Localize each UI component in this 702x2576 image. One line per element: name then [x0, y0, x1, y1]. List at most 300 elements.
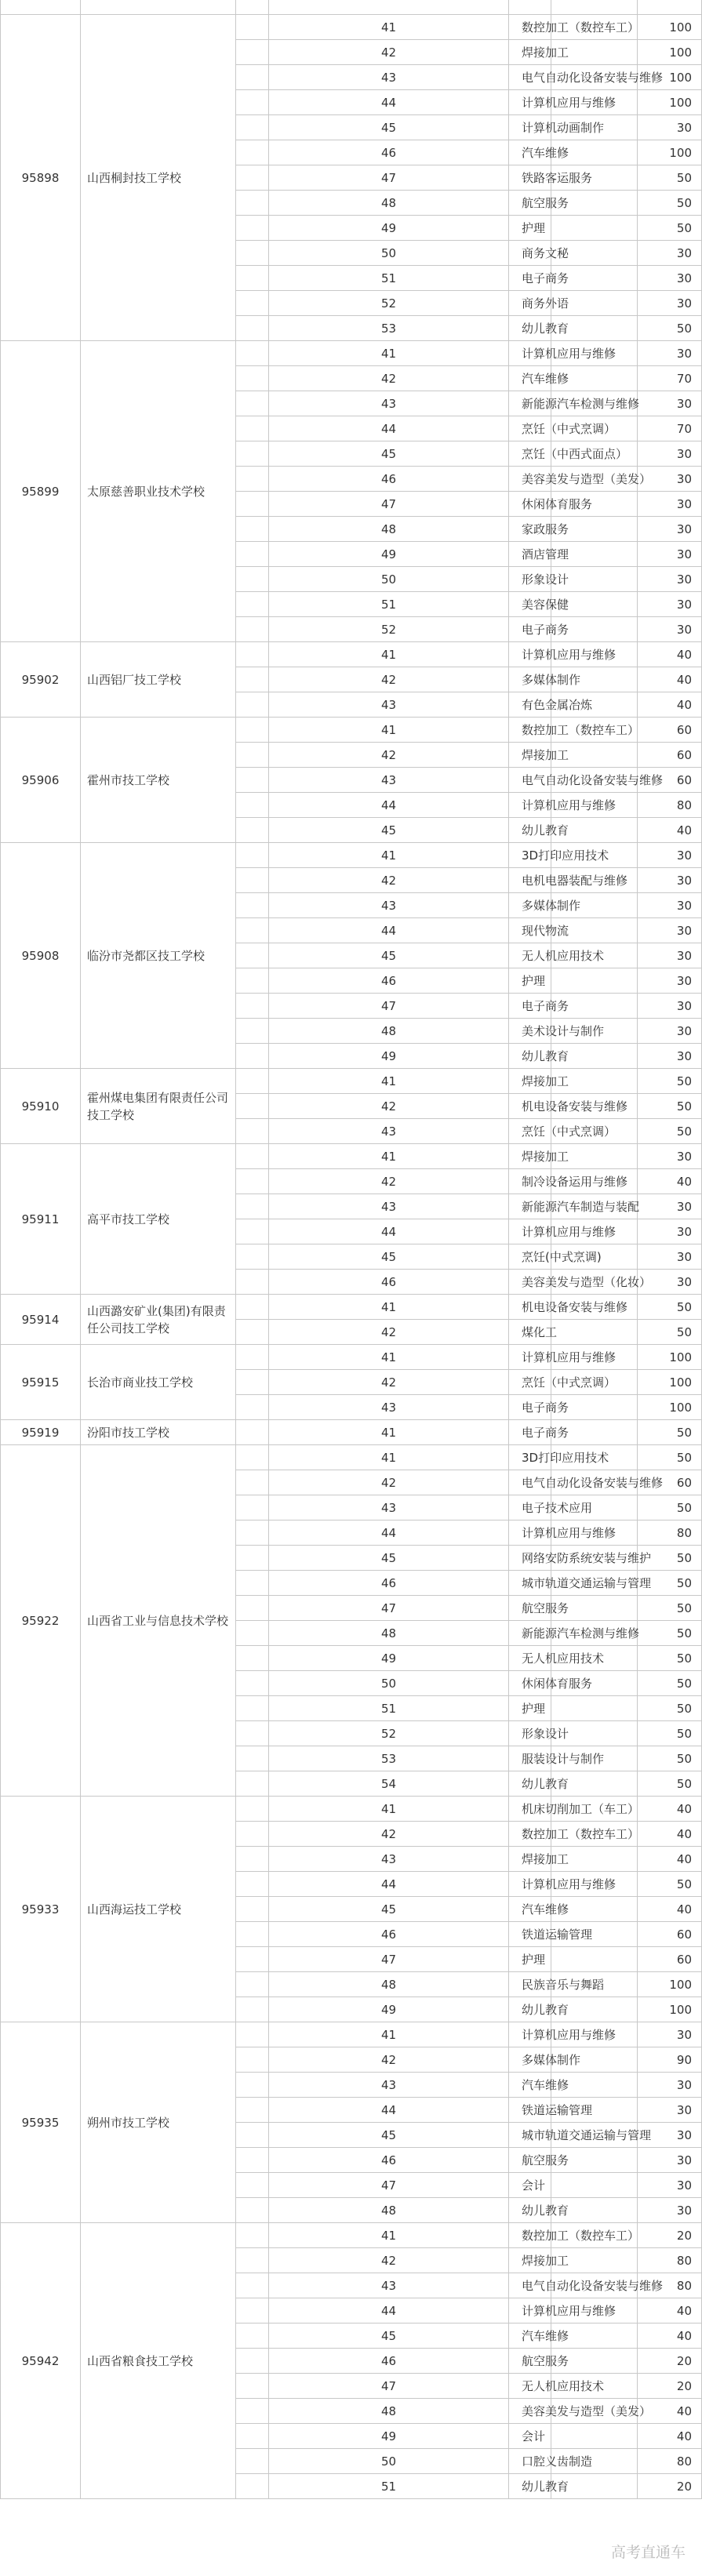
major-name: 焊接加工 [509, 1847, 551, 1872]
blank-cell [236, 1696, 269, 1721]
major-name: 计算机应用与维修 [509, 1521, 551, 1546]
major-name: 烹饪（中西式面点） [509, 441, 551, 467]
enrollment-count: 30 [638, 868, 702, 893]
school-name: 高平市技工学校 [81, 1144, 236, 1295]
major-name: 城市轨道交通运输与管理 [509, 2123, 551, 2148]
enrollment-count: 30 [638, 341, 702, 366]
major-name: 形象设计 [509, 567, 551, 592]
school-code: 95899 [1, 341, 81, 642]
enrollment-count: 30 [638, 291, 702, 316]
major-name: 美术设计与制作 [509, 1019, 551, 1044]
major-number: 44 [269, 2098, 509, 2123]
major-number: 48 [269, 1621, 509, 1646]
major-name: 城市轨道交通运输与管理 [509, 1571, 551, 1596]
table-row [1, 1144, 702, 1169]
major-number: 45 [269, 1546, 509, 1571]
enrollment-count: 50 [638, 216, 702, 241]
blank-cell [236, 65, 269, 90]
major-number: 50 [269, 241, 509, 266]
major-number: 43 [269, 768, 509, 793]
major-number: 47 [269, 165, 509, 191]
blank-cell [236, 15, 269, 40]
major-number: 43 [269, 1847, 509, 1872]
major-number: 47 [269, 994, 509, 1019]
enrollment-count: 40 [638, 1169, 702, 1194]
major-name: 护理 [509, 968, 551, 994]
blank-cell [551, 1320, 638, 1345]
enrollment-count: 30 [638, 893, 702, 918]
major-number: 47 [269, 2173, 509, 2198]
major-number: 43 [269, 893, 509, 918]
enrollment-count: 30 [638, 2098, 702, 2123]
enrollment-count: 30 [638, 592, 702, 617]
major-number: 42 [269, 1470, 509, 1495]
enrollment-count: 30 [638, 1244, 702, 1270]
enrollment-count: 30 [638, 2022, 702, 2047]
major-name: 计算机应用与维修 [509, 90, 551, 115]
blank-cell [236, 2374, 269, 2399]
enrollment-count: 30 [638, 542, 702, 567]
enrollment-count: 50 [638, 1094, 702, 1119]
major-number: 45 [269, 115, 509, 140]
blank-cell [236, 1847, 269, 1872]
major-number: 46 [269, 140, 509, 165]
table-row [1, 1295, 702, 1320]
major-number: 45 [269, 441, 509, 467]
major-name: 航空服务 [509, 191, 551, 216]
blank-cell [236, 1119, 269, 1144]
blank-cell [236, 793, 269, 818]
major-name: 数控加工（数控车工） [509, 1822, 551, 1847]
blank-cell [236, 216, 269, 241]
blank-cell [236, 1069, 269, 1094]
blank-cell [236, 1044, 269, 1069]
major-number: 41 [269, 843, 509, 868]
blank-cell [236, 1621, 269, 1646]
school-name: 霍州煤电集团有限责任公司技工学校 [81, 1069, 236, 1144]
school-code: 95919 [1, 1420, 81, 1445]
enrollment-count: 100 [638, 90, 702, 115]
major-name: 计算机应用与维修 [509, 793, 551, 818]
blank-cell [236, 1094, 269, 1119]
major-number: 44 [269, 416, 509, 441]
major-number: 41 [269, 341, 509, 366]
blank-cell [236, 1822, 269, 1847]
major-number: 53 [269, 316, 509, 341]
enrollment-count: 60 [638, 768, 702, 793]
major-number: 45 [269, 943, 509, 968]
major-number: 48 [269, 2198, 509, 2223]
blank-cell [236, 2449, 269, 2474]
blank-cell [551, 2173, 638, 2198]
enrollment-count: 50 [638, 1495, 702, 1521]
blank-cell [236, 1420, 269, 1445]
blank-cell [236, 1997, 269, 2022]
major-name: 网络安防系统安装与维护 [509, 1546, 551, 1571]
major-number: 41 [269, 2223, 509, 2248]
major-number: 46 [269, 1270, 509, 1295]
major-number: 43 [269, 391, 509, 416]
major-number: 48 [269, 517, 509, 542]
blank-cell [236, 743, 269, 768]
blank-cell [236, 2022, 269, 2047]
major-name: 商务文秘 [509, 241, 551, 266]
enrollment-count: 60 [638, 718, 702, 743]
major-name: 计算机应用与维修 [509, 2298, 551, 2323]
major-number: 47 [269, 1596, 509, 1621]
enrollment-count: 50 [638, 1445, 702, 1470]
major-number [269, 0, 509, 15]
school-code: 95915 [1, 1345, 81, 1420]
blank-cell [236, 1797, 269, 1822]
major-name: 汽车维修 [509, 1897, 551, 1922]
major-name: 3D打印应用技术 [509, 1445, 551, 1470]
blank-cell [236, 2198, 269, 2223]
major-name: 数控加工（数控车工） [509, 2223, 551, 2248]
major-name: 电子商务 [509, 617, 551, 642]
enrollment-count: 30 [638, 617, 702, 642]
blank-cell [236, 2474, 269, 2499]
major-name: 幼儿教育 [509, 1771, 551, 1797]
major-number: 50 [269, 2449, 509, 2474]
school-code: 95922 [1, 1445, 81, 1797]
blank-cell [236, 1721, 269, 1746]
blank-cell [236, 366, 269, 391]
school-code: 95902 [1, 642, 81, 718]
enrollment-count: 50 [638, 1596, 702, 1621]
enrollment-count: 80 [638, 793, 702, 818]
school-code: 95910 [1, 1069, 81, 1144]
blank-cell [236, 266, 269, 291]
blank-cell [236, 2273, 269, 2298]
blank-cell [236, 2123, 269, 2148]
enrollment-count: 80 [638, 1521, 702, 1546]
school-name: 山西铝厂技工学校 [81, 642, 236, 718]
major-number: 46 [269, 467, 509, 492]
blank-cell [236, 191, 269, 216]
enrollment-count: 50 [638, 1295, 702, 1320]
enrollment-count: 30 [638, 1270, 702, 1295]
major-name: 商务外语 [509, 291, 551, 316]
major-name: 幼儿教育 [509, 818, 551, 843]
blank-cell [236, 1972, 269, 1997]
blank-cell [236, 1295, 269, 1320]
school-code: 95908 [1, 843, 81, 1069]
table-row [1, 2223, 702, 2248]
major-number: 41 [269, 1069, 509, 1094]
major-name: 美容保健 [509, 592, 551, 617]
major-name: 服装设计与制作 [509, 1746, 551, 1771]
enrollment-count: 30 [638, 2123, 702, 2148]
major-number: 42 [269, 1370, 509, 1395]
major-name: 多媒体制作 [509, 893, 551, 918]
blank-cell [236, 768, 269, 793]
major-number: 52 [269, 1721, 509, 1746]
major-number: 42 [269, 667, 509, 692]
enrollment-count: 40 [638, 2399, 702, 2424]
major-number: 51 [269, 1696, 509, 1721]
major-number: 51 [269, 592, 509, 617]
blank-cell [236, 1019, 269, 1044]
table-row [1, 1445, 702, 1470]
blank-cell [236, 341, 269, 366]
enrollment-count: 100 [638, 1972, 702, 1997]
major-number: 46 [269, 2349, 509, 2374]
major-number: 49 [269, 1044, 509, 1069]
enrollment-count: 20 [638, 2374, 702, 2399]
blank-cell [236, 1345, 269, 1370]
blank-cell [236, 2424, 269, 2449]
major-number: 44 [269, 1872, 509, 1897]
major-name: 民族音乐与舞蹈 [509, 1972, 551, 1997]
enrollment-count: 20 [638, 2349, 702, 2374]
blank-cell [236, 843, 269, 868]
blank-cell [236, 1495, 269, 1521]
major-name: 制冷设备运用与维修 [509, 1169, 551, 1194]
school-name: 山西海运技工学校 [81, 1797, 236, 2022]
blank-cell [236, 2223, 269, 2248]
major-name: 电子商务 [509, 1420, 551, 1445]
enrollment-count: 30 [638, 492, 702, 517]
enrollment-count: 50 [638, 165, 702, 191]
major-name: 酒店管理 [509, 542, 551, 567]
school-name: 长治市商业技工学校 [81, 1345, 236, 1420]
major-number: 43 [269, 1194, 509, 1219]
major-name: 电子商务 [509, 1395, 551, 1420]
blank-cell [236, 868, 269, 893]
enrollment-count: 30 [638, 994, 702, 1019]
blank-cell [236, 2323, 269, 2349]
major-number: 49 [269, 216, 509, 241]
enrollment-count: 20 [638, 2223, 702, 2248]
blank-cell [236, 316, 269, 341]
blank-cell [236, 667, 269, 692]
major-name: 计算机应用与维修 [509, 642, 551, 667]
major-number: 43 [269, 2073, 509, 2098]
blank-cell [236, 115, 269, 140]
major-name: 航空服务 [509, 2349, 551, 2374]
enrollment-count: 80 [638, 2248, 702, 2273]
major-name: 数控加工（数控车工） [509, 718, 551, 743]
enrollment-count: 30 [638, 1219, 702, 1244]
enrollment-count: 70 [638, 416, 702, 441]
enrollment-count: 30 [638, 2198, 702, 2223]
enrollment-count: 30 [638, 843, 702, 868]
enrollment-count: 40 [638, 1797, 702, 1822]
enrollment-count: 80 [638, 2273, 702, 2298]
major-name: 3D打印应用技术 [509, 843, 551, 868]
blank-cell [551, 0, 638, 15]
major-name: 航空服务 [509, 2148, 551, 2173]
major-name: 航空服务 [509, 1596, 551, 1621]
table-row [1, 2022, 702, 2047]
blank-cell [236, 165, 269, 191]
major-number: 49 [269, 542, 509, 567]
enrollment-count: 50 [638, 1621, 702, 1646]
blank-cell [236, 692, 269, 718]
enrollment-count: 50 [638, 1571, 702, 1596]
major-number: 45 [269, 2123, 509, 2148]
major-name: 计算机应用与维修 [509, 2022, 551, 2047]
major-number: 47 [269, 492, 509, 517]
enrollment-count: 80 [638, 2449, 702, 2474]
blank-cell [236, 2098, 269, 2123]
table-row [1, 341, 702, 366]
major-name: 无人机应用技术 [509, 1646, 551, 1671]
school-name: 山西桐封技工学校 [81, 15, 236, 341]
blank-cell [236, 1244, 269, 1270]
enrollment-count: 100 [638, 65, 702, 90]
enrollment-count: 50 [638, 316, 702, 341]
major-number: 46 [269, 968, 509, 994]
major-name: 铁路客运服务 [509, 165, 551, 191]
blank-cell [236, 1320, 269, 1345]
major-name: 汽车维修 [509, 366, 551, 391]
major-name: 无人机应用技术 [509, 943, 551, 968]
major-number: 45 [269, 1897, 509, 1922]
blank-cell [236, 1596, 269, 1621]
blank-cell [551, 2424, 638, 2449]
major-number: 46 [269, 1571, 509, 1596]
major-number: 42 [269, 1320, 509, 1345]
major-name: 家政服务 [509, 517, 551, 542]
major-name: 计算机应用与维修 [509, 1219, 551, 1244]
blank-cell [236, 2298, 269, 2323]
blank-cell [236, 1270, 269, 1295]
school-name: 朔州市技工学校 [81, 2022, 236, 2223]
blank-cell [236, 0, 269, 15]
major-name: 幼儿教育 [509, 316, 551, 341]
major-name: 计算机应用与维修 [509, 1872, 551, 1897]
major-name: 焊接加工 [509, 743, 551, 768]
major-number: 48 [269, 1019, 509, 1044]
major-number: 53 [269, 1746, 509, 1771]
major-name: 形象设计 [509, 1721, 551, 1746]
major-number: 42 [269, 40, 509, 65]
enrollment-count: 70 [638, 366, 702, 391]
table-row [1, 1420, 702, 1445]
enrollment-count: 40 [638, 642, 702, 667]
enrollment-count: 30 [638, 115, 702, 140]
blank-cell [236, 140, 269, 165]
major-name: 护理 [509, 1947, 551, 1972]
major-number: 43 [269, 65, 509, 90]
major-name: 铁道运输管理 [509, 1922, 551, 1947]
blank-cell [236, 2047, 269, 2073]
major-number: 41 [269, 1797, 509, 1822]
blank-cell [236, 2349, 269, 2374]
major-number: 48 [269, 191, 509, 216]
major-name: 休闲体育服务 [509, 492, 551, 517]
major-name: 幼儿教育 [509, 2198, 551, 2223]
major-number: 42 [269, 1822, 509, 1847]
blank-cell [551, 216, 638, 241]
blank-cell [551, 968, 638, 994]
school-code: 95933 [1, 1797, 81, 2022]
enrollment-count: 50 [638, 1069, 702, 1094]
blank-cell [236, 542, 269, 567]
major-name: 护理 [509, 216, 551, 241]
major-number: 41 [269, 1445, 509, 1470]
school-code: 95914 [1, 1295, 81, 1345]
major-name: 休闲体育服务 [509, 1671, 551, 1696]
blank-cell [551, 1696, 638, 1721]
enrollment-count: 100 [638, 1370, 702, 1395]
major-name: 焊接加工 [509, 1069, 551, 1094]
major-name: 会计 [509, 2424, 551, 2449]
major-number: 41 [269, 1420, 509, 1445]
major-number: 46 [269, 1922, 509, 1947]
major-name: 无人机应用技术 [509, 2374, 551, 2399]
school-name: 霍州市技工学校 [81, 718, 236, 843]
major-name: 汽车维修 [509, 2323, 551, 2349]
school-name: 临汾市尧都区技工学校 [81, 843, 236, 1069]
school-name: 山西省工业与信息技术学校 [81, 1445, 236, 1797]
blank-cell [236, 1546, 269, 1571]
blank-cell [236, 617, 269, 642]
major-number: 43 [269, 2273, 509, 2298]
major-name: 新能源汽车检测与维修 [509, 1621, 551, 1646]
enrollment-count: 30 [638, 968, 702, 994]
school-code: 95935 [1, 2022, 81, 2223]
watermark: 高考直通车 [610, 2544, 686, 2561]
table-row [1, 1345, 702, 1370]
major-name: 电机电器装配与维修 [509, 868, 551, 893]
major-number: 42 [269, 2047, 509, 2073]
major-name: 机床切削加工（车工） [509, 1797, 551, 1822]
major-name: 口腔义齿制造 [509, 2449, 551, 2474]
enrollment-count: 100 [638, 1997, 702, 2022]
major-number: 50 [269, 1671, 509, 1696]
enrollment-count: 40 [638, 2298, 702, 2323]
blank-cell [236, 2399, 269, 2424]
enrollment-count: 50 [638, 1746, 702, 1771]
enrollment-count: 30 [638, 567, 702, 592]
enrollment-count: 60 [638, 1922, 702, 1947]
major-number: 42 [269, 1094, 509, 1119]
major-name: 数控加工（数控车工） [509, 15, 551, 40]
school-name: 山西省粮食技工学校 [81, 2223, 236, 2499]
enrollment-count: 40 [638, 1822, 702, 1847]
enrollment-count: 30 [638, 391, 702, 416]
major-number: 41 [269, 642, 509, 667]
table-row [1, 642, 702, 667]
blank-cell [236, 40, 269, 65]
enrollment-count: 30 [638, 2173, 702, 2198]
school-code: 95911 [1, 1144, 81, 1295]
major-name: 机电设备安装与维修 [509, 1295, 551, 1320]
blank-cell [236, 1194, 269, 1219]
major-name: 计算机动画制作 [509, 115, 551, 140]
table-row [1, 15, 702, 40]
major-name: 多媒体制作 [509, 2047, 551, 2073]
major-number: 49 [269, 1997, 509, 2022]
blank-cell [236, 1671, 269, 1696]
major-name: 幼儿教育 [509, 1044, 551, 1069]
enrollment-count: 100 [638, 15, 702, 40]
major-number: 44 [269, 1219, 509, 1244]
major-number: 44 [269, 90, 509, 115]
major-name: 电气自动化设备安装与维修 [509, 1470, 551, 1495]
blank-cell [236, 818, 269, 843]
major-name: 幼儿教育 [509, 1997, 551, 2022]
enrollment-count: 40 [638, 1897, 702, 1922]
blank-cell [236, 592, 269, 617]
major-name: 电子技术应用 [509, 1495, 551, 1521]
major-name: 铁道运输管理 [509, 2098, 551, 2123]
major-name: 焊接加工 [509, 40, 551, 65]
blank-cell [236, 1521, 269, 1546]
